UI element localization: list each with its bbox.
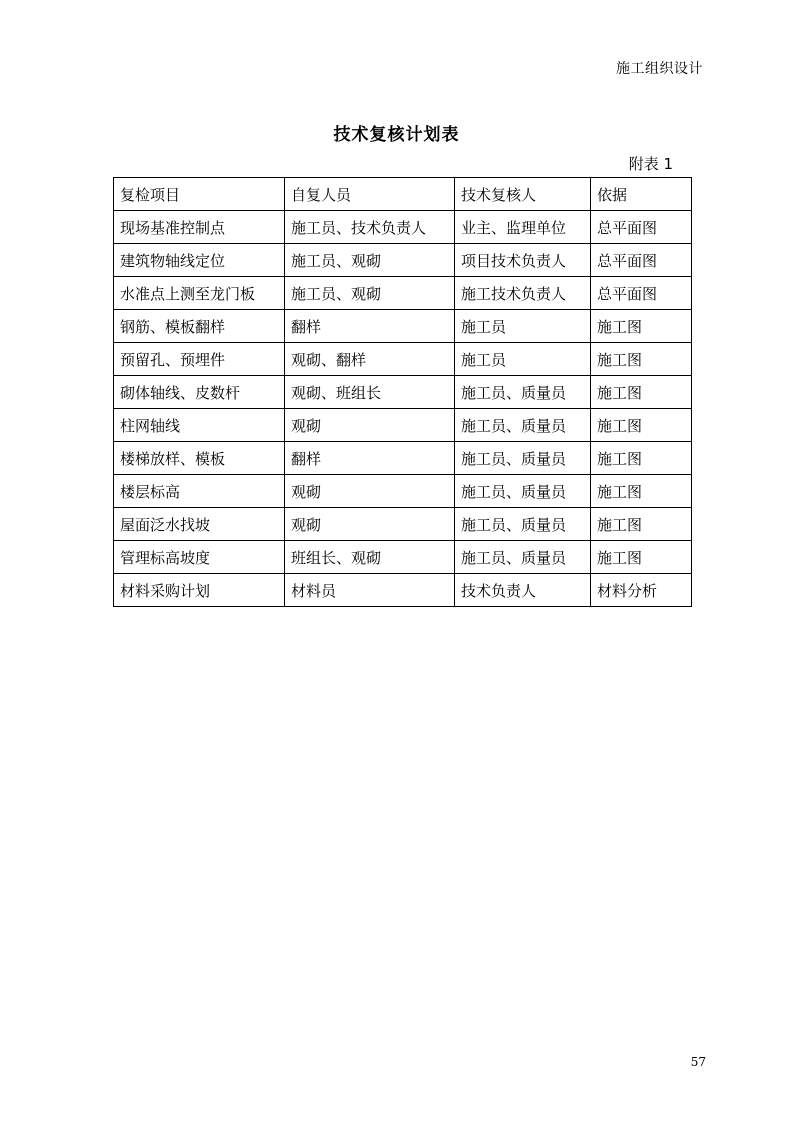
table-cell: 施工图 <box>591 376 692 409</box>
table-cell: 材料分析 <box>591 574 692 607</box>
table-cell: 材料员 <box>285 574 455 607</box>
table-cell: 观砌、翻样 <box>285 343 455 376</box>
table-cell: 施工图 <box>591 442 692 475</box>
document-title: 技术复核计划表 <box>333 125 460 145</box>
table-cell: 项目技术负责人 <box>455 244 591 277</box>
table-cell: 砌体轴线、皮数杆 <box>114 376 285 409</box>
table-cell: 观砌 <box>285 409 455 442</box>
table-cell: 施工员 <box>455 310 591 343</box>
table-header-row <box>114 178 692 211</box>
table-cell: 施工技术负责人 <box>455 277 591 310</box>
column-header-reviewer: 技术复核人 <box>455 178 591 211</box>
table-cell: 现场基准控制点 <box>114 211 285 244</box>
table-row <box>114 244 692 277</box>
table-cell: 施工员、观砌 <box>285 277 455 310</box>
table-cell: 施工员、质量员 <box>455 442 591 475</box>
table-cell: 施工图 <box>591 508 692 541</box>
table-cell: 施工员、质量员 <box>455 376 591 409</box>
table-cell: 总平面图 <box>591 244 692 277</box>
table-cell: 预留孔、预埋件 <box>114 343 285 376</box>
table-cell: 柱网轴线 <box>114 409 285 442</box>
table-cell: 施工图 <box>591 541 692 574</box>
table-cell: 钢筋、模板翻样 <box>114 310 285 343</box>
table-row <box>114 211 692 244</box>
table-cell: 施工员、技术负责人 <box>285 211 455 244</box>
appendix-label: 附表 1 <box>628 155 673 173</box>
table-cell: 施工图 <box>591 475 692 508</box>
table-row <box>114 508 692 541</box>
table-cell: 翻样 <box>285 310 455 343</box>
table-row <box>114 475 692 508</box>
technical-review-table <box>113 177 692 607</box>
column-header-basis: 依据 <box>591 178 692 211</box>
table-cell: 水准点上测至龙门板 <box>114 277 285 310</box>
table-row <box>114 574 692 607</box>
table-cell: 业主、监理单位 <box>455 211 591 244</box>
table-cell: 施工员 <box>455 343 591 376</box>
table-cell: 建筑物轴线定位 <box>114 244 285 277</box>
table-cell: 观砌 <box>285 475 455 508</box>
table-cell: 施工图 <box>591 343 692 376</box>
column-header-self-check: 自复人员 <box>285 178 455 211</box>
table-row <box>114 277 692 310</box>
table-cell: 总平面图 <box>591 211 692 244</box>
table-cell: 观砌、班组长 <box>285 376 455 409</box>
table-cell: 施工员、观砌 <box>285 244 455 277</box>
table-cell: 施工员、质量员 <box>455 475 591 508</box>
table-cell: 施工员、质量员 <box>455 508 591 541</box>
table-cell: 技术负责人 <box>455 574 591 607</box>
table-cell: 班组长、观砌 <box>285 541 455 574</box>
page-number: 57 <box>690 1055 706 1069</box>
column-header-item: 复检项目 <box>114 178 285 211</box>
table-row <box>114 310 692 343</box>
table-row <box>114 442 692 475</box>
table-cell: 观砌 <box>285 508 455 541</box>
table-cell: 楼梯放样、模板 <box>114 442 285 475</box>
table-cell: 总平面图 <box>591 277 692 310</box>
table-row <box>114 409 692 442</box>
table-cell: 施工图 <box>591 409 692 442</box>
table-row <box>114 376 692 409</box>
table-row <box>114 541 692 574</box>
table-cell: 施工员、质量员 <box>455 409 591 442</box>
table-cell: 翻样 <box>285 442 455 475</box>
table-row <box>114 343 692 376</box>
table-cell: 屋面泛水找坡 <box>114 508 285 541</box>
table-cell: 管理标高坡度 <box>114 541 285 574</box>
table-cell: 楼层标高 <box>114 475 285 508</box>
table-cell: 材料采购计划 <box>114 574 285 607</box>
table-cell: 施工图 <box>591 310 692 343</box>
running-header: 施工组织设计 <box>616 61 703 77</box>
table-cell: 施工员、质量员 <box>455 541 591 574</box>
